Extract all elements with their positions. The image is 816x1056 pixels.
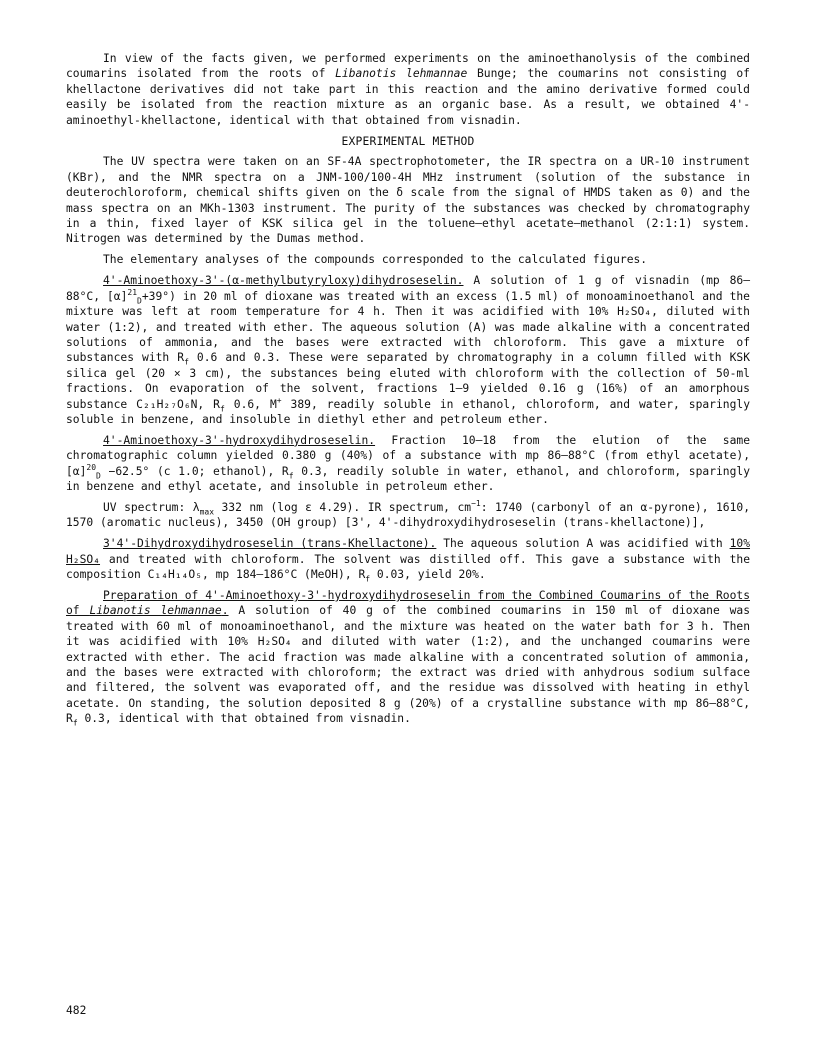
compound-title: 4'-Aminoethoxy-3'-(α-methylbutyryloxy)dihydroseselin.	[103, 274, 464, 288]
section-heading: EXPERIMENTAL METHOD	[341, 134, 475, 148]
compound-title: Preparation of 4'-Aminoethoxy-3'-hydroxydihydroseselin from the Combined Coumarins of the Roots of Libanotis lehmannae.	[66, 589, 750, 618]
intro-paragraph: In view of the facts given, we performed experiments on the aminoethanolysis of the combined coumarins isolated from the roots of Libanotis lehmannae Bunge; the coumarins not consisting of khellactone derivatives did not take part in this reaction and the amino derivative formed could easily be isolated from the reaction mixture as an organic base. As a result, we obtained 4'-aminoethyl-khellactone, identical with that obtained from visnadin.	[66, 52, 750, 127]
compound-title: 4'-Aminoethoxy-3'-hydroxydihydroseselin.	[103, 433, 376, 447]
analysis-paragraph: The elementary analyses of the compounds corresponded to the calculated figures.	[103, 253, 648, 267]
procedure-paragraph-4: Preparation of 4'-Aminoethoxy-3'-hydroxydihydroseselin from the Combined Coumarins of the Roots of Libanotis lehmannae. A solution of 40 g of the combined coumarins in 150 ml of dioxane was treated with 60 ml of monoaminoethanol, and the mixture was heated on the water bath for 3 h. Then it was acidified with 10% H₂SO₄ and diluted with water (1:2), and the unchanged coumarins were extracted with ether. The acid fraction was made alkaline with a concentrated solution of ammonia, and the bases were extracted with chloroform; the extract was dried with anhydrous sodium sulface and filtered, the solvent was evaporated off, and the residue was dissolved with heating in ethyl acetate. On standing, the solution deposited 8 g (20%) of a crystalline substance with mp 86–88°C, $R_f$ 0.3, identical with that obtained from visnadin.	[66, 589, 751, 728]
procedure-paragraph-3: 3'4'-Dihydroxydihydroseselin (trans-Khellactone). The aqueous solution A was acidified with 10% H₂SO₄ and treated with chloroform. The solvent was distilled off. This gave a substance with the composition C₁₄H₁₄O₅, mp 184–186°C (MeOH), $R_f$ 0.03, yield 20%.	[66, 537, 750, 584]
body-text	[66, 51, 750, 732]
compound-title: 3'4'-Dihydroxydihydroseselin (trans-Khellactone).	[103, 537, 437, 551]
methods-paragraph: The UV spectra were taken on an SF-4A spectrophotometer, the IR spectra on a UR-10 instrument (KBr), and the NMR spectra on a JNM-100/100-4H MHz instrument (solution of the substance in deuterochloroform, chemical shifts given on the δ scale from the signal of HMDS taken as 0) and the mass spectra on an MKh-1303 instrument. The purity of the substances was checked by chromatography in a thin, fixed layer of KSK silica gel in the toluene—ethyl acetate—methanol (2:1:1) system. Nitrogen was determined by the Dumas method.	[66, 155, 750, 246]
procedure-paragraph-2: 4'-Aminoethoxy-3'-hydroxydihydroseselin. Fraction 10–18 from the elution of the same chromatographic column yielded 0.380 g (40%) of a substance with mp 86–88°C (from ethyl acetate), $[\alpha]^{20}_D -62.5^\circ$ (c 1.0; ethanol), $R_f$ 0.3, readily soluble in water, ethanol, and chloroform, sparingly in benzene and ethyl acetate, and insoluble in petroleum ether.	[66, 433, 750, 494]
procedure-paragraph-1: 4'-Aminoethoxy-3'-(α-methylbutyryloxy)dihydroseselin. A solution of 1 g of visnadin (mp 86–88°C, $[\alpha]^{21}_D+39^\circ$) in 20 ml of dioxane was treated with an excess (1.5 ml) of monoaminoethanol and the mixture was left at room temperature for 4 h. Then it was acidified with 10% H₂SO₄, diluted with water (1:2), and treated with ether. The aqueous solution (A) was made alkaline with a concentrated solutions of ammonia, and the bases were extracted with chloroform. This gave a mixture of substances with $R_f$ 0.6 and 0.3. These were separated by chromatography in a column filled with KSK silica gel (20 × 3 cm), the substances being eluted with chloroform with the collection of 50-ml fractions. On evaporation of the solvent, fractions 1–9 yielded 0.16 g (16%) of an amorphous substance C₂₁H₂₇O₆N, $R_f$ 0.6, M+ 389, readily soluble in ethanol, chloroform, and water, sparingly soluble in benzene, and insoluble in diethyl ether and petroleum ether.	[66, 274, 751, 426]
page-number: 482	[66, 1004, 87, 1017]
spectra-paragraph: UV spectrum: $\lambda_{max}$ 332 nm (log ε 4.29). IR spectrum, $cm^{-1}$: 1740 (carbonyl of an α-pyrone), 1610, 1570 (aromatic nucleus), 3450 (OH group) [3', 4'-dihydroxydihydroseselin (trans-khellactone)],	[66, 499, 750, 530]
species-name: Libanotis lehmannae	[335, 67, 468, 81]
